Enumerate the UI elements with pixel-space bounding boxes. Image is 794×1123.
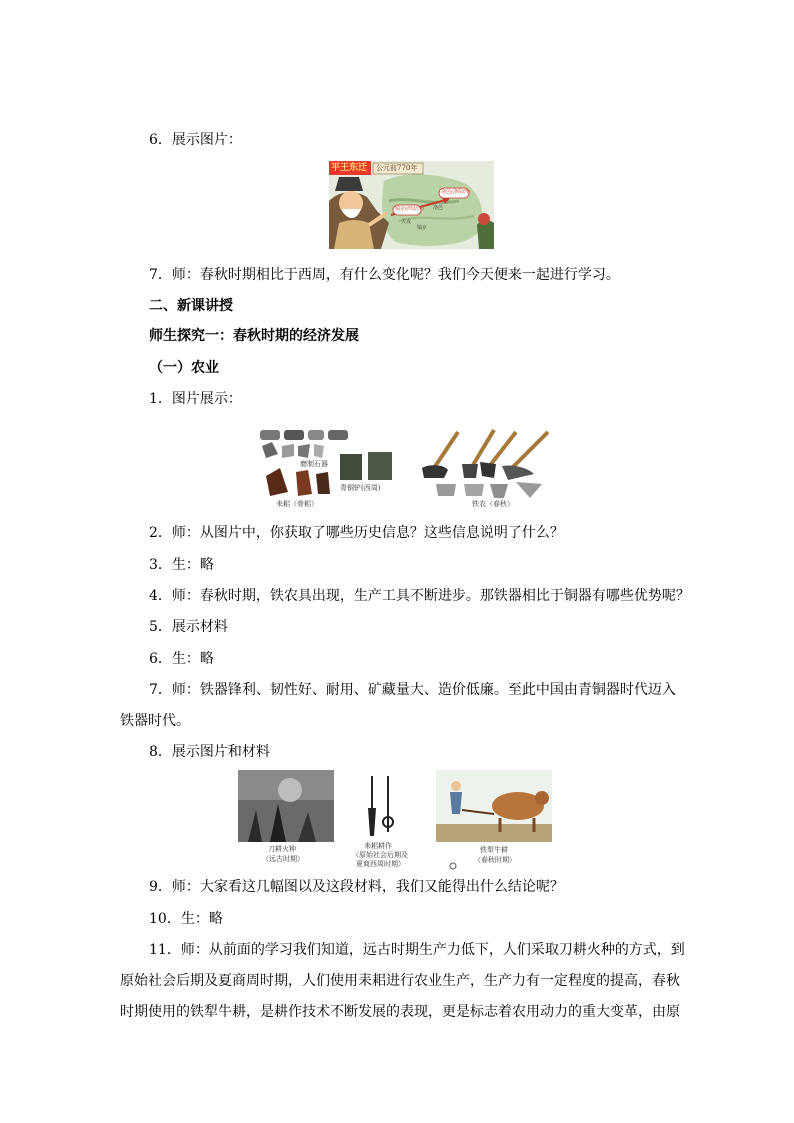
farming-methods-image [238,770,554,874]
banner-title: 平王东迁 [331,163,368,173]
map-place-3: 镐京 [417,225,428,231]
farming-tools-image [258,424,556,511]
section-heading: 二、新课讲授 [149,298,233,314]
step-7-teacher: 7．师：春秋时期相比于西周，有什么变化呢？我们今天便来一起进行学习。 [149,267,620,283]
step-7-teacher-b: 铁器时代。 [120,713,190,729]
caption-ox-plow-title: 铁犁牛耕 [480,846,508,854]
step-7-teacher-a: 7．师：铁器锋利、韧性好、耐用、矿藏量大、造价低廉。至此中国由青铜器时代迈入 [149,682,676,698]
explore-heading: 师生探究一：春秋时期的经济发展 [149,328,359,344]
step-11-teacher-b: 原始社会后期及夏商周时期，人们使用耒耜进行农业生产，生产力有一定程度的提高，春秋 [120,973,680,989]
caption-slash-burn-period: （远古时期） [262,855,304,863]
step-8-show: 8．展示图片和材料 [149,744,270,760]
map-label-right: 洛邑(洛阳西) [441,189,470,195]
caption-ox-plow-period: （春秋时期） [474,856,516,864]
step-6-show-picture: 6．展示图片： [149,132,242,148]
caption-slash-burn-title: 刀耕火种 [268,845,296,853]
step-1-show: 1．图片展示： [149,391,242,407]
map-place-2: 洛邑 [433,205,444,211]
caption-iron-tools: 铁农（春秋） [472,500,514,508]
map-illustration [329,161,494,249]
step-5-show-material: 5．展示材料 [149,619,228,635]
subsection-agriculture: （一）农业 [149,360,219,376]
caption-leisi-period-1: （原始社会后期及 [352,851,408,859]
map-label-left: 镐京(西安西) [395,206,424,212]
step-4-teacher: 4．师：春秋时期，铁农具出现，生产工具不断进步。那铁器相比于铜器有哪些优势呢？ [149,588,690,604]
step-11-teacher-c: 时期使用的铁犁牛耕，是耕作技术不断发展的表现，更是标志着农用动力的重大变革，由原 [120,1004,680,1020]
step-2-teacher: 2．师：从图片中，你获取了哪些历史信息？这些信息说明了什么？ [149,525,564,541]
step-11-teacher-a: 11．师：从前面的学习我们知道，远古时期生产力低下，人们采取刀耕火种的方式，到 [149,942,685,958]
step-10-student: 10．生：略 [149,911,223,927]
step-9-teacher: 9．师：大家看这几幅图以及这段材料，我们又能得出什么结论呢？ [149,879,564,895]
caption-stone-tools: 磨制石器 [300,460,328,468]
caption-bronze-shovel: 青铜铲(西周) [340,484,381,492]
map-place-1: 犬戎 [401,219,412,225]
year-label: 公元前770年 [376,164,418,172]
caption-bone-plow: 耒耜（骨耜） [276,500,318,508]
pingwang-east-migration-image [329,161,494,249]
caption-leisi-title: 耒耜耕作 [364,842,392,850]
caption-leisi-period-2: 夏商西周时期） [356,860,405,868]
step-6-student: 6．生：略 [149,651,214,667]
step-3-student: 3．生：略 [149,557,214,573]
